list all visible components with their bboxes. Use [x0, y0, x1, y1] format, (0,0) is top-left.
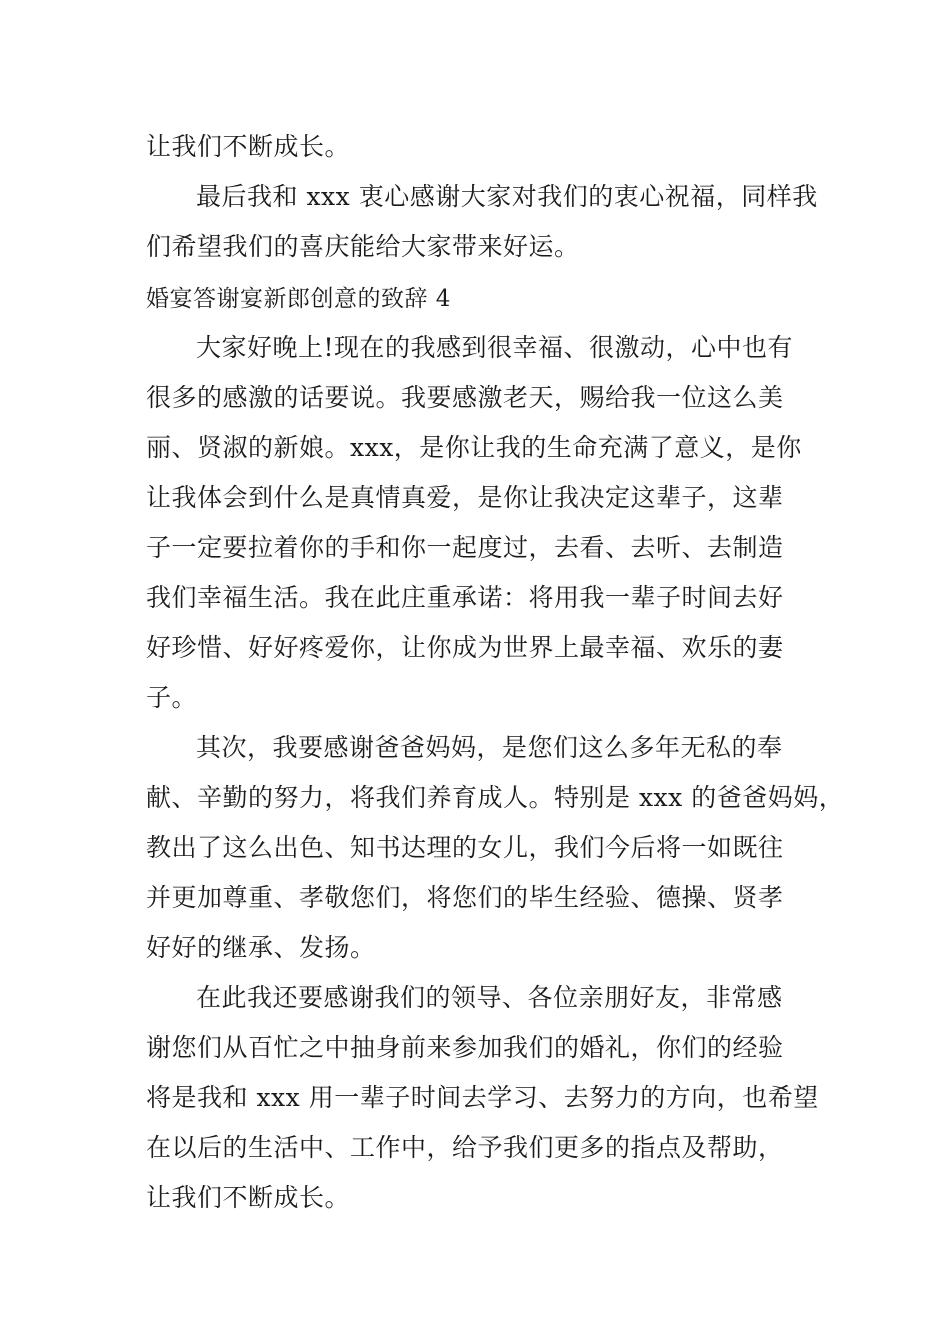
- text-line: 让我们不断成长。: [146, 1183, 351, 1212]
- text-line: 很多的感激的话要说。我要感激老天，赐给我一位这么美: [146, 383, 784, 412]
- text-line: 并更加尊重、孝敬您们，将您们的毕生经验、德操、贤孝: [146, 883, 784, 912]
- text-line: 将是我和 xxx 用一辈子时间去学习、去努力的方向，也希望: [146, 1083, 819, 1112]
- text-line: 子一定要拉着你的手和你一起度过，去看、去听、去制造: [146, 533, 784, 562]
- text-line: 好珍惜、好好疼爱你，让你成为世界上最幸福、欢乐的妻: [146, 633, 784, 662]
- text-line: 谢您们从百忙之中抽身前来参加我们的婚礼，你们的经验: [146, 1033, 784, 1062]
- text-line: 丽、贤淑的新娘。xxx，是你让我的生命充满了意义，是你: [146, 433, 802, 462]
- text-line: 们希望我们的喜庆能给大家带来好运。: [146, 232, 580, 261]
- text-line: 子。: [146, 683, 198, 712]
- text-line: 让我们不断成长。: [146, 132, 351, 161]
- section-title: 婚宴答谢宴新郎创意的致辞 4: [146, 286, 451, 312]
- text-line: 最后我和 xxx 衷心感谢大家对我们的衷心祝福，同样我: [196, 182, 818, 211]
- text-line: 其次，我要感谢爸爸妈妈，是您们这么多年无私的奉: [196, 733, 783, 762]
- text-line: 在以后的生活中、工作中，给予我们更多的指点及帮助，: [146, 1133, 784, 1162]
- text-line: 我们幸福生活。我在此庄重承诺：将用我一辈子时间去好: [146, 583, 784, 612]
- text-line: 教出了这么出色、知书达理的女儿，我们今后将一如既往: [146, 833, 784, 862]
- text-line: 在此我还要感谢我们的领导、各位亲朋好友，非常感: [196, 983, 783, 1012]
- text-line: 献、辛勤的努力，将我们养育成人。特别是 xxx 的爸爸妈妈，: [146, 783, 845, 812]
- text-line: 让我体会到什么是真情真爱，是你让我决定这辈子，这辈: [146, 483, 784, 512]
- text-line: 好好的继承、发扬。: [146, 933, 376, 962]
- text-line: 大家好晚上!现在的我感到很幸福、很激动，心中也有: [196, 333, 794, 362]
